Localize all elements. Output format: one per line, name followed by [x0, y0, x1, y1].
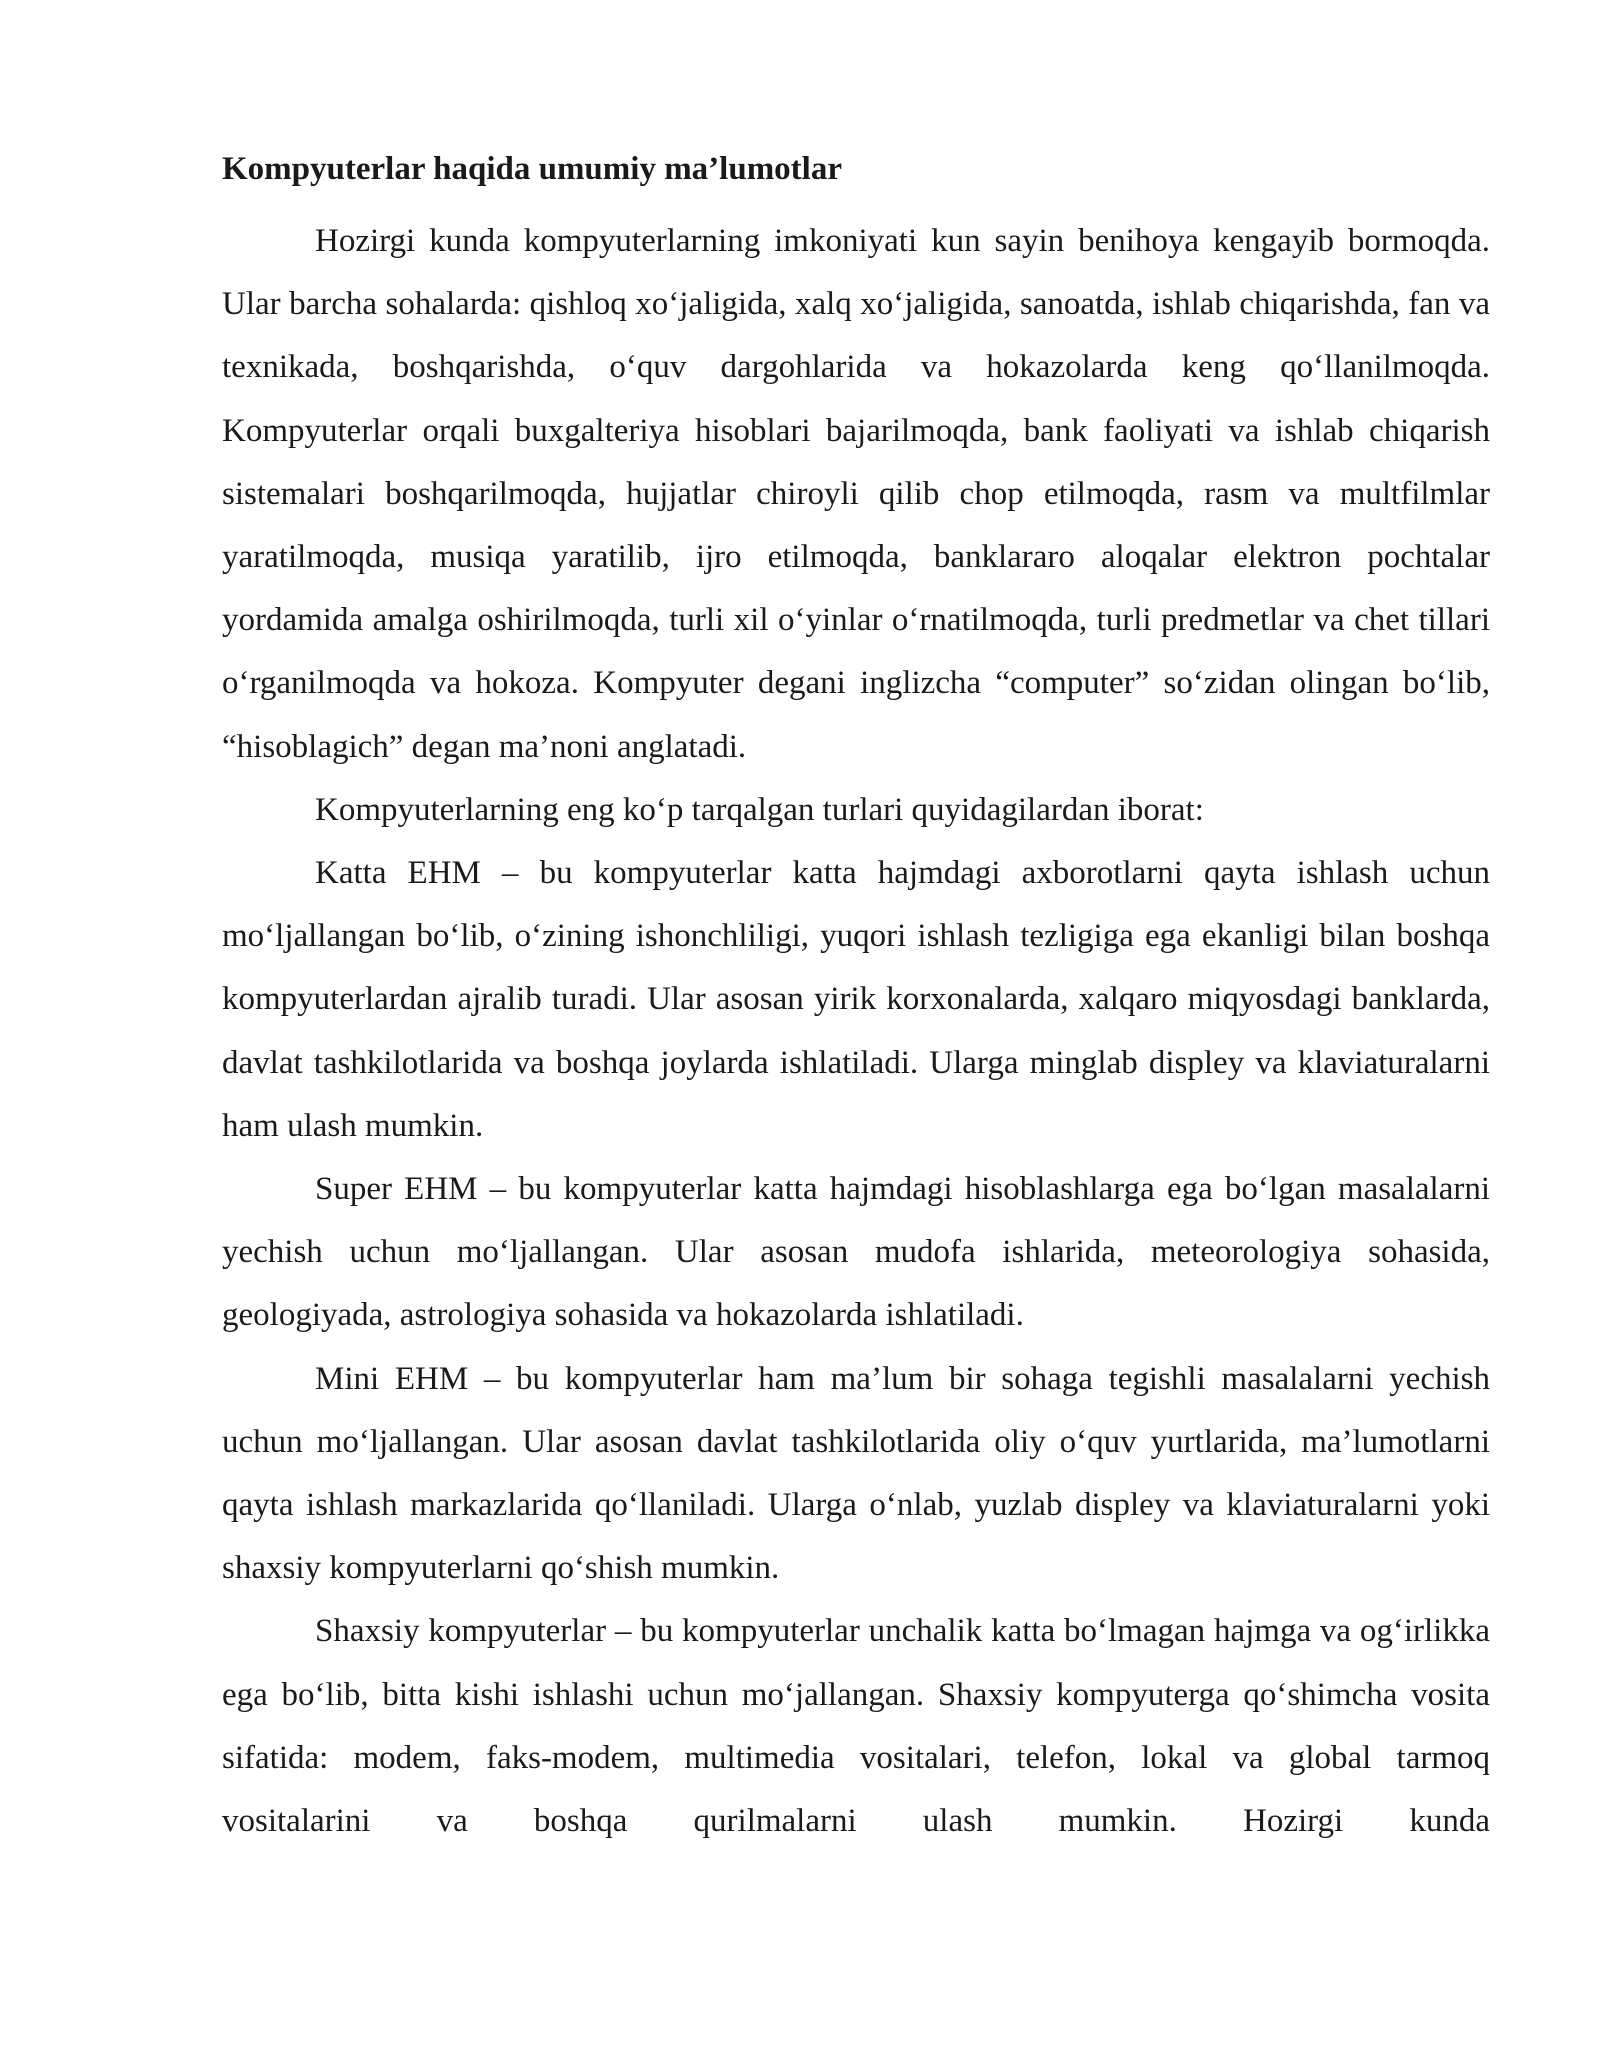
document-title: Kompyuterlar haqida umumiy ma’lumotlar [222, 151, 842, 187]
paragraph-types-heading: Kompyuterlarning eng ko‘p tarqalgan turlari quyidagilardan iborat: [315, 791, 1204, 828]
paragraph-shaxsiy-kompyuterlar: Shaxsiy kompyuterlar – bu kompyuterlar unchalik katta bo‘lmagan hajmga va og‘irlikka ega bo‘lib, bitta kishi ishlashi uchun mo‘jallangan. Shaxsiy kompyuterga qo‘shimcha vosita sifatida: modem, faks-modem, multimedia vositalari, telefon, lokal va global tarmoq vositalarini va boshqa qurilmalarni ulash mumkin. Hozirgi kunda [222, 1613, 1490, 1840]
paragraph-super-ehm: Super EHM – bu kompyuterlar katta hajmdagi hisoblashlarga ega bo‘lgan masalalarni yechish uchun mo‘ljallangan. Ular asosan mudofa ishlarida, meteorologiya sohasida, geologiyada, astrologiya sohasida va hokazolarda ishlatiladi. [222, 1171, 1490, 1334]
paragraph-intro: Hozirgi kunda kompyuterlarning imkoniyati kun sayin benihoya kengayib bormoqda. Ular barcha sohalarda: qishloq xo‘jaligida, xalq xo‘jaligida, sanoatda, ishlab chiqarishda, fan va texnikada, boshqarishda, o‘quv dargohlarida va hokazolarda keng qo‘llanilmoqda. Kompyuterlar orqali buxgalteriya hisoblari bajarilmoqda, bank faoliyati va ishlab chiqarish sistemalari boshqarilmoqda, hujjatlar chiroyli qilib chop etilmoqda, rasm va multfilmlar yaratilmoqda, musiqa yaratilib, ijro etilmoqda, banklararo aloqalar elektron pochtalar yordamida amalga oshirilmoqda, turli xil o‘yinlar o‘rnatilmoqda, turli predmetlar va chet tillari o‘rganilmoqda va hokoza. Kompyuter degani inglizcha “computer” so‘zidan olingan bo‘lib, “hisoblagich” degan ma’noni anglatadi. [222, 223, 1490, 765]
document-body [222, 142, 1490, 1853]
paragraph-mini-ehm: Mini EHM – bu kompyuterlar ham ma’lum bir sohaga tegishli masalalarni yechish uchun mo‘ljallangan. Ular asosan davlat tashkilotlarida oliy o‘quv yurtlarida, ma’lumotlarni qayta ishlash markazlarida qo‘llaniladi. Ularga o‘nlab, yuzlab displey va klaviaturalarni yoki shaxsiy kompyuterlarni qo‘shish mumkin. [222, 1360, 1490, 1587]
paragraph-katta-ehm: Katta EHM – bu kompyuterlar katta hajmdagi axborotlarni qayta ishlash uchun mo‘ljallangan bo‘lib, o‘zining ishonchliligi, yuqori ishlash tezligiga ega ekanligi bilan boshqa kompyuterlardan ajralib turadi. Ular asosan yirik korxonalarda, xalqaro miqyosdagi banklarda, davlat tashkilotlarida va boshqa joylarda ishlatiladi. Ularga minglab displey va klaviaturalarni ham ulash mumkin. [222, 855, 1490, 1144]
